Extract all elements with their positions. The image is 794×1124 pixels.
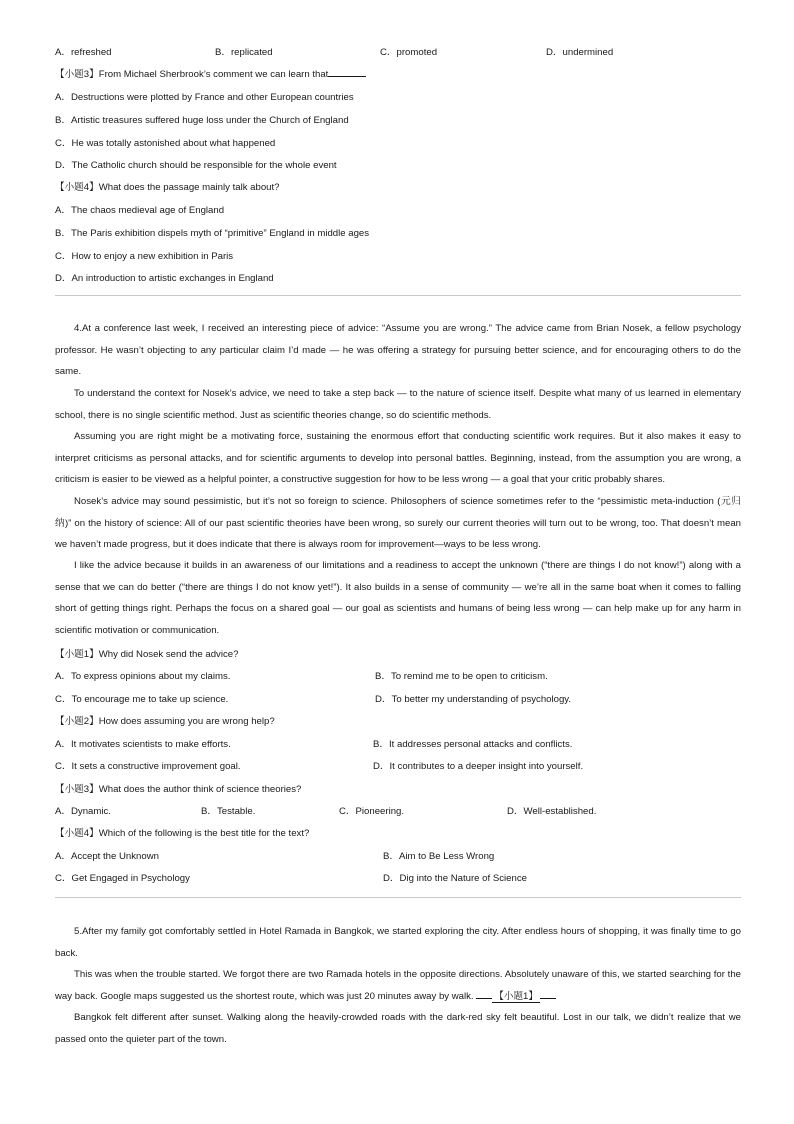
passage-4-paragraph-3: Assuming you are right might be a motivating force, sustaining the enormous effort that conducting scientific work requires. But it also makes it easy to interpret criticisms as personal attacks, and for scientific arguments to develop into personal battles. Beginning, instead, from the assumption you are wrong, a criticism is easier to be viewed as a helpful pointer, a constructive suggestion for how to be less wrong — a goal that your critic probably shares. (55, 431, 741, 485)
passage-4-paragraph-2: To understand the context for Nosek’s advice, we need to take a step back — to the nature of science itself. Despite what many of us learned in elementary school, there is no single scientific method. Just as scientific theories change, so do scientific methods. (55, 388, 741, 421)
question-3-option-a: A．Destructions were plotted by France and other European countries (55, 92, 354, 103)
passage-4-paragraph-4: Nosek’s advice may sound pessimistic, but it’s not so foreign to science. Philosophers of science sometimes refer to the “pessimistic meta-induction (元归纳)” on the history of science: All of our past scientific theories have been wrong, so surely our current theories will turn out to be wrong, too. That doesn’t mean we haven’t made progress, but it does indicate that there is always room for improvement—ways to be less wrong. (55, 496, 741, 550)
passage-5-paragraph-3: Bangkok felt different after sunset. Walking along the heavily-crowded roads with the dark-red sky felt beautiful. Lost in our talk, we didn’t realize that we passed onto the quieter part of the town. (55, 1012, 741, 1045)
question-3-option-d: D．The Catholic church should be responsible for the whole event (55, 160, 337, 171)
passage-4-paragraph-5: I like the advice because it builds in an awareness of our limitations and a readiness to accept the unknown (“there are things I do not know!”) along with a sense that we can do better (“there are things I do not know yet!”). It also builds in a sense of community — we’re all in the same boat when it comes to falling short of getting things right. Perhaps the focus on a shared goal — our goal as scientists and humans of being less wrong — can help make up for any harm in scientific motivation or communication. (55, 560, 741, 636)
blank-underline (540, 989, 556, 999)
p4-question-2-stem: 【小题2】How does assuming you are wrong help? (55, 716, 275, 727)
question-4-option-c: C．How to enjoy a new exhibition in Paris (55, 251, 234, 262)
blank-question-1: 【小题1】 (494, 990, 538, 1002)
p4-q1-option-b: B．To remind me to be open to criticism. (375, 671, 548, 682)
section-divider (55, 295, 741, 296)
p4-q1-option-c: C．To encourage me to take up science. (55, 694, 229, 705)
p4-question-1-stem: 【小题1】Why did Nosek send the advice? (55, 649, 239, 660)
p4-q4-option-a: A．Accept the Unknown (55, 851, 159, 862)
p4-q2-option-b: B．It addresses personal attacks and conflicts. (373, 739, 573, 750)
p4-q4-option-b: B．Aim to Be Less Wrong (383, 851, 495, 862)
passage-4-paragraph-1: 4.At a conference last week, I received an interesting piece of advice: “Assume you are wrong.” The advice came from Brian Nosek, a fellow psychology professor. He wasn’t objecting to any particular claim I’d made — he was offering a strategy for pursuing better science, and for encouraging others to do the same. (55, 323, 741, 377)
prev-option-b: B．replicated (215, 47, 273, 58)
p4-q4-option-c: C．Get Engaged in Psychology (55, 873, 190, 884)
question-4-option-a: A．The chaos medieval age of England (55, 205, 225, 216)
question-3-stem: 【小题3】From Michael Sherbrook’s comment we can learn that (55, 66, 366, 80)
p4-q1-option-a: A．To express opinions about my claims. (55, 671, 231, 682)
p4-q2-option-c: C．It sets a constructive improvement goal. (55, 761, 241, 772)
question-4-option-b: B．The Paris exhibition dispels myth of “primitive” England in middle ages (55, 228, 370, 239)
question-4-option-d: D．An introduction to artistic exchanges in England (55, 273, 274, 284)
p4-q3-option-b: B．Testable. (201, 806, 256, 817)
p4-q3-option-d: D．Well-established. (507, 806, 597, 817)
question-3-option-c: C．He was totally astonished about what happened (55, 138, 276, 149)
passage-5-paragraph-1: 5.After my family got comfortably settled in Hotel Ramada in Bangkok, we started exploring the city. After endless hours of shopping, it was finally time to go back. (55, 926, 741, 959)
prev-option-c: C．promoted (380, 47, 438, 58)
prev-option-d: D．undermined (546, 47, 614, 58)
answer-blank (328, 67, 366, 77)
prev-option-a: A．refreshed (55, 47, 112, 58)
p4-q3-option-c: C．Pioneering. (339, 806, 405, 817)
question-3-option-b: B．Artistic treasures suffered huge loss under the Church of England (55, 115, 349, 126)
p4-q4-option-d: D．Dig into the Nature of Science (383, 873, 527, 884)
question-4-stem: 【小题4】What does the passage mainly talk about? (55, 182, 280, 193)
p4-question-3-stem: 【小题3】What does the author think of science theories? (55, 784, 302, 795)
p4-question-4-stem: 【小题4】Which of the following is the best title for the text? (55, 828, 310, 839)
passage-5-paragraph-2: This was when the trouble started. We forgot there are two Ramada hotels in the opposite directions. Absolutely unaware of this, we started searching for the way back. Google maps suggested us the shortest route, which was just 20 minutes away by walk. 【小题1】 (55, 969, 741, 1002)
p4-q3-option-a: A．Dynamic. (55, 806, 111, 817)
p4-q2-option-d: D．It contributes to a deeper insight into yourself. (373, 761, 584, 772)
section-divider-2 (55, 897, 741, 898)
p4-q2-option-a: A．It motivates scientists to make efforts. (55, 739, 231, 750)
p4-q1-option-d: D．To better my understanding of psychology. (375, 694, 572, 705)
blank-underline (476, 989, 492, 999)
